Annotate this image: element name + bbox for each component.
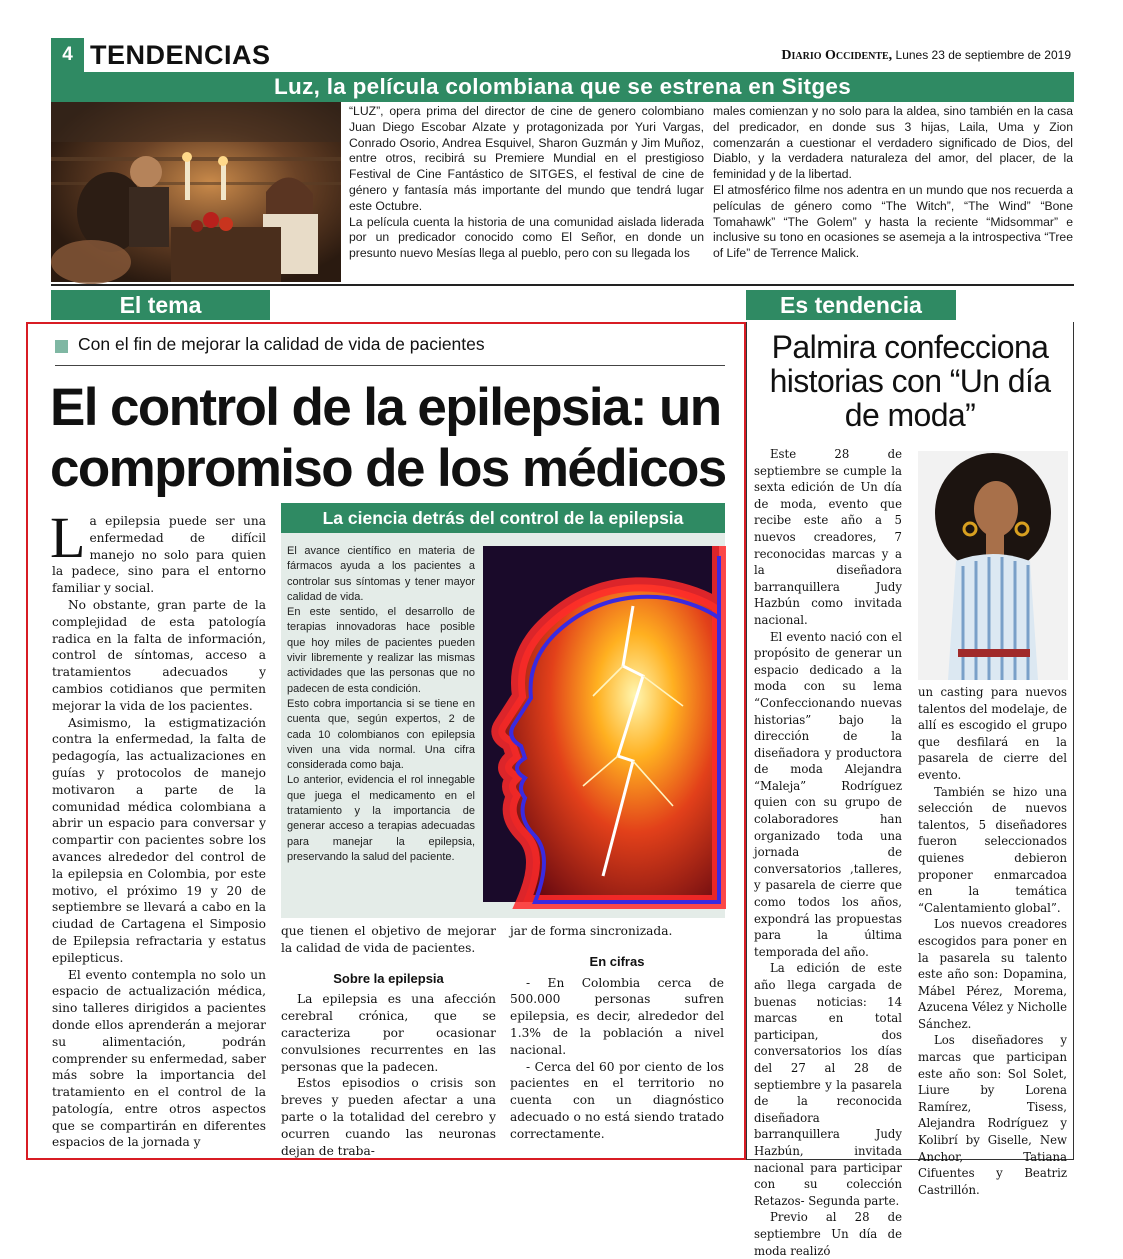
section-tab-es-tendencia: Es tendencia xyxy=(746,290,956,320)
trend-headline: Palmira confecciona historias con “Un día de moda” xyxy=(769,329,1051,433)
drop-cap: L xyxy=(50,505,86,570)
science-box-title: La ciencia detrás del control de la epilepsia xyxy=(281,503,725,533)
article-headline: El control de la epilepsia: un compromiso de los médicos xyxy=(50,378,726,498)
page-number: 4 xyxy=(51,38,84,72)
luz-paragraph: “LUZ”, opera prima del director de cine de genero colombiano Juan Diego Escobar Alzate y protagonizada por Yuri Vargas, Conrado Osorio, Andrea Esquivel, Sharon Guzmán y Jim Muñoz, entre otros, recibirá su Premiere Mundial en el prestigioso Festival de Cine Fantástico de SITGES, el festival de cine de género y fantasía más importante del mundo que tendrá lugar este Octubre. xyxy=(349,104,704,213)
article-kicker: Con el fin de mejorar la calidad de vida de pacientes xyxy=(78,334,485,354)
trend-paragraph: El evento nació con el propósito de generar un espacio dedicado a la moda con su lema “Confeccionando nuevas historias” bajo la dirección de la diseñadora y productora de moda Alejandra “Maleja” Rodríguez quien con su grupo de colaboradores han organizado toda una jornada de conversatorios ,talleres, y pasarela de cierre que como todos los años, expondrá las propuestas para la última temporada del año. xyxy=(754,629,902,959)
luz-text-column-2 xyxy=(713,104,1073,262)
section-title: TENDENCIAS xyxy=(90,40,271,70)
trend-paragraph: También se hizo una selección de nuevos talentos, 5 diseñadores fueron seleccionados quienes debieron proponer enmarcadoa en la temática “Calentamiento global”. xyxy=(918,784,1067,915)
article-column-2 xyxy=(281,923,496,1159)
article-paragraph: El evento contempla no solo un espacio de actualización médica, sino talleres dirigidos a pacientes donde ellos aprenderán a mejorar su alimentación, podrán comprender su enfermedad, saber más sobre la importancia del tratamiento en el control de la patología, entre otros aspectos que se compartirán en diferentes espacios de la jornada y xyxy=(52,967,266,1150)
kicker-bullet-icon xyxy=(55,340,68,353)
trend-paragraph: La edición de este año llega cargada de buenas noticias: 14 marcas en total participan, dos conversatorios los días del 27 al 28 de septiembre y la pasarela de la reconocida diseñadora barranquillera Judy Hazbún, invitada nacional para participar con su colección Retazos- Segunda parte. xyxy=(754,961,902,1208)
trend-column-2 xyxy=(918,684,1067,1198)
article-paragraph: - En Colombia cerca de 500.000 personas sufren epilepsia, es decir, alrededor del 1.3% de la población a nivel nacional. xyxy=(510,975,724,1057)
article-paragraph: jar de forma sincronizada. xyxy=(510,924,673,938)
science-paragraph: El avance científico en materia de fármacos ayuda a los pacientes a controlar sus síntomas y tener mayor calidad de vida. xyxy=(287,545,475,603)
brain-lightning-illustration xyxy=(483,546,719,902)
luz-paragraph: El atmosférico filme nos adentra en un mundo que nos recuerda a películas de género como “The Witch”, “The Wind” “Bone Tomahawk” “The Golem” y hasta la reciente “Midsommar” e inclusive su tono en ocasiones se asemeja a la introspectiva “Tree of Life” de Terrence Malick. xyxy=(713,182,1073,261)
article-lead-paragraph: La epilepsia puede ser una enfermedad de difícil manejo no solo para quien la padece, sino para el entorno familiar y social. xyxy=(50,505,266,596)
fashion-model-photo xyxy=(918,451,1068,680)
article-column-1 xyxy=(50,505,266,1151)
article-paragraph: que tienen el objetivo de mejorar la calidad de vida de pacientes. xyxy=(281,924,496,955)
article-paragraph: La epilepsia es una afección cerebral crónica, que se caracteriza por ocasionar convulsiones recurrentes en las personas que la padecen. xyxy=(281,992,496,1074)
luz-headline: Luz, la película colombiana que se estrena en Sitges xyxy=(51,72,1074,102)
newspaper-name: Diario Occidente, xyxy=(781,48,893,63)
trend-paragraph: un casting para nuevos talentos del modelaje, de allí es escogido el grupo que desfilará en la pasarela de cierre del evento. xyxy=(918,685,1067,782)
article-paragraph: Asimismo, la estigmatización contra la enfermedad, la falta de pedagogía, las actualizaciones en guías y protocolos de manejo motivaron a parte de la comunidad médica colombiana a abrir un espacio para conversar y compartir con pacientes sobre los avances alrededor del control de la epilepsia en Colombia, por este motivo, el próximo 19 y 20 de septiembre se llevará a cabo en la ciudad de Cartagena el Simposio de Epilepsia refractaria y estatus epilepticus. xyxy=(52,715,266,965)
article-column-3 xyxy=(510,923,724,1143)
article-paragraph: No obstante, gran parte de la complejidad de esta patología radica en la falta de información, control de síntomas, acceso a tratamientos adecuados y cambios cotidianos que permiten mejorar la vida de los pacientes. xyxy=(52,597,266,713)
trend-column-1 xyxy=(754,446,902,1259)
trend-paragraph: Los diseñadores y marcas que participan este año son: Sol Solet, Liure by Lorena Ramírez, Tisess, Alejandra Rodríguez y Kolibrí by Giselle, New Anchor, Tatiana Cifuentes y Beatriz Castrillón. xyxy=(918,1033,1067,1197)
science-box-text xyxy=(287,544,475,865)
masthead-date xyxy=(781,48,1071,64)
issue-date: Lunes 23 de septiembre de 2019 xyxy=(895,48,1071,62)
section-divider xyxy=(51,284,1074,286)
science-paragraph: Esto cobra importancia si se tiene en cuenta que, según expertos, 2 de cada 10 colombianos con epilepsia viven una vida normal. Una cifra considerada como baja. xyxy=(287,697,475,772)
luz-paragraph: La película cuenta la historia de una comunidad aislada liderada por un predicador conocido como El Señor, en donde un presunto nuevo Mesías llega al pueblo, pero con su llegada los xyxy=(349,214,704,261)
trend-paragraph: Este 28 de septiembre se cumple la sexta edición de Un día de moda, evento que recibe este año a 5 nuevos creadores, 7 reconocidas marcas y a la diseñadora barranquillera Judy Hazbún como invitada nacional. xyxy=(754,447,902,627)
subhead-en-cifras: En cifras xyxy=(589,953,645,969)
article-paragraph: Estos episodios o crisis son breves y pueden afectar a una parte o la totalidad del cerebro y ocurren cuando las neuronas dejan de traba- xyxy=(281,1076,496,1158)
trend-paragraph: Los nuevos creadores escogidos para poner en la pasarela su talento este año son: Dopamina, Mábel Pérez, Morema, Azucena Vélez y Nicholle Sánchez. xyxy=(918,917,1067,1031)
section-tab-el-tema: El tema xyxy=(51,290,270,320)
science-paragraph: En este sentido, el desarrollo de terapias innovadoras hace posible que hoy miles de pacientes pueden vivir libremente y realizar las mismas actividades que las personas que no padecen de esta condición. xyxy=(287,606,475,695)
trend-paragraph: Previo al 28 de septiembre Un día de moda realizó xyxy=(754,1210,902,1258)
luz-paragraph: males comienzan y no solo para la aldea, sino también en la casa del predicador, en donde sus 3 hijas, Laila, Uma y Zion comenzarán a cuestionar el verdadero significado de Dios, del Diablo, y la verdadera naturaleza del amor, del placer, de la feminidad y de la libertad. xyxy=(713,104,1073,182)
luz-film-photo xyxy=(51,102,341,282)
article-paragraph: - Cerca del 60 por ciento de los pacientes en el territorio no cuenta con un diagnóstico adecuado o no está siendo tratado correctamente. xyxy=(510,1059,724,1141)
science-paragraph: Lo anterior, evidencia el rol innegable que juega el medicamento en el tratamiento y la importancia de generar acceso a terapias adecuadas para manejar la epilepsia, preservando la salud del paciente. xyxy=(287,774,475,863)
kicker-divider xyxy=(55,365,725,366)
luz-text-column-1 xyxy=(349,104,704,262)
subhead-sobre-la-epilepsia: Sobre la epilepsia xyxy=(333,970,444,986)
